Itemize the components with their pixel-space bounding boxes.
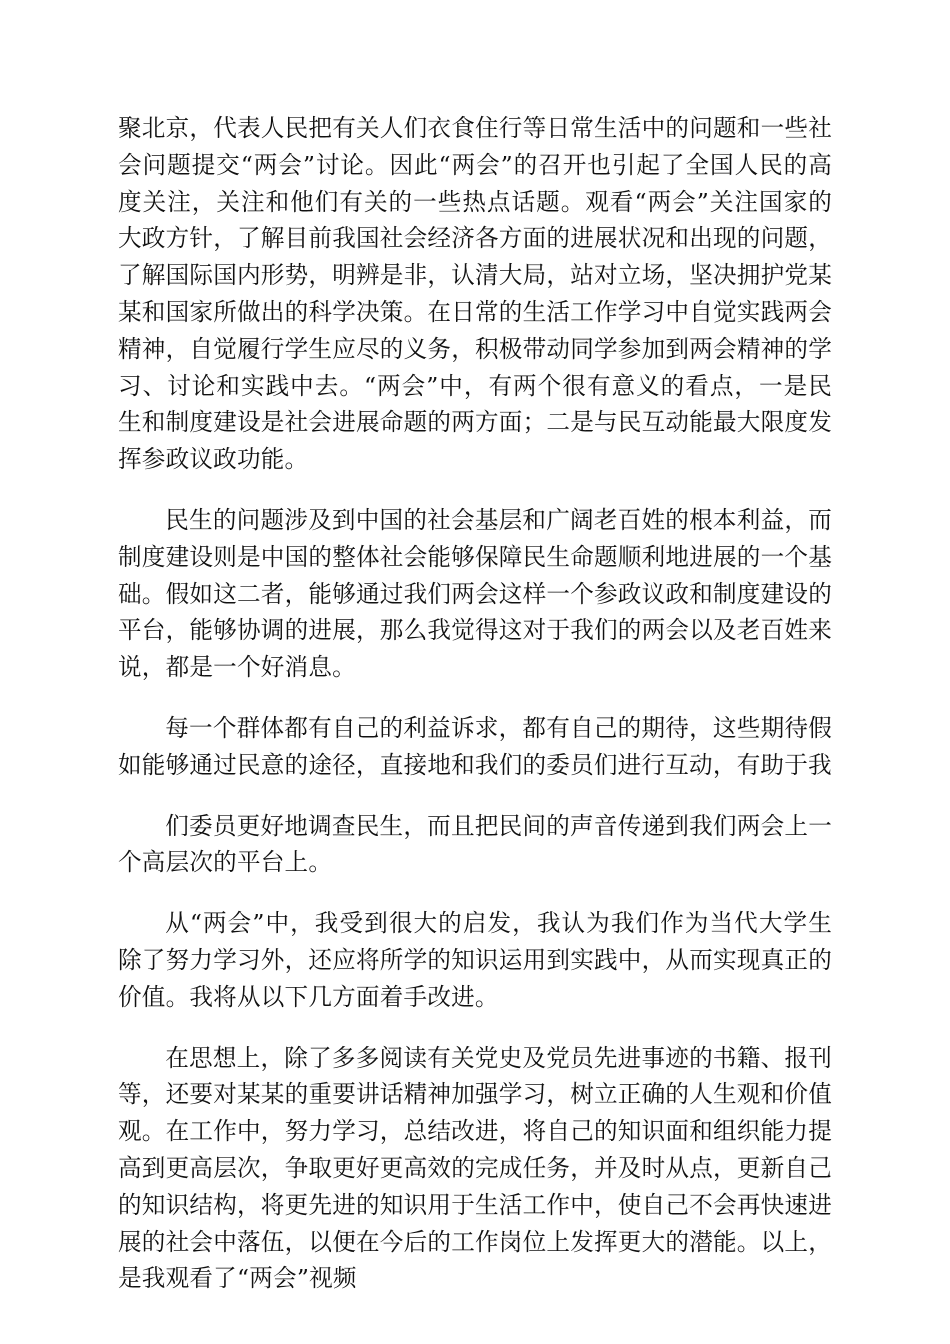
paragraph-3: 每一个群体都有自己的利益诉求，都有自己的期待，这些期待假如能够通过民意的途径，直接地和我们的委员们进行互动，有助于我 [118,713,832,779]
paragraph-4: 们委员更好地调查民生，而且把民间的声音传递到我们两会上一个高层次的平台上。 [118,811,832,877]
paragraph-6: 在思想上，除了多多阅读有关党史及党员先进事迹的书籍、报刊等，还要对某某的重要讲话精神加强学习，树立正确的人生观和价值观。在工作中，努力学习，总结改进，将自己的知识面和组织能力提高到更高层次，争取更好更高效的完成任务，并及时从点，更新自己的知识结构，将更先进的知识用于生活工作中，使自己不会再快速进展的社会中落伍，以便在今后的工作岗位上发挥更大的潜能。以上，是我观看了“两会”视频 [118,1043,832,1293]
paragraph-2: 民生的问题涉及到中国的社会基层和广阔老百姓的根本利益，而制度建设则是中国的整体社会能够保障民生命题顺利地进展的一个基础。假如这二者，能够通过我们两会这样一个参政议政和制度建设的平台，能够协调的进展，那么我觉得这对于我们的两会以及老百姓来说，都是一个好消息。 [118,505,832,682]
paragraph-5: 从“两会”中，我受到很大的启发，我认为我们作为当代大学生除了努力学习外，还应将所学的知识运用到实践中，从而实现真正的价值。我将从以下几方面着手改进。 [118,909,832,1011]
paragraph-1: 聚北京，代表人民把有关人们衣食住行等日常生活中的问题和一些社会问题提交“两会”讨论。因此“两会”的召开也引起了全国人民的高度关注，关注和他们有关的一些热点话题。观看“两会”关注国家的大政方针，了解目前我国社会经济各方面的进展状况和出现的问题，了解国际国内形势，明辨是非，认清大局，站对立场，坚决拥护党某某和国家所做出的科学决策。在日常的生活工作学习中自觉实践两会精神，自觉履行学生应尽的义务，积极带动同学参加到两会精神的学习、讨论和实践中去。“两会”中，有两个很有意义的看点，一是民生和制度建设是社会进展命题的两方面；二是与民互动能最大限度发挥参政议政功能。 [118,114,832,474]
